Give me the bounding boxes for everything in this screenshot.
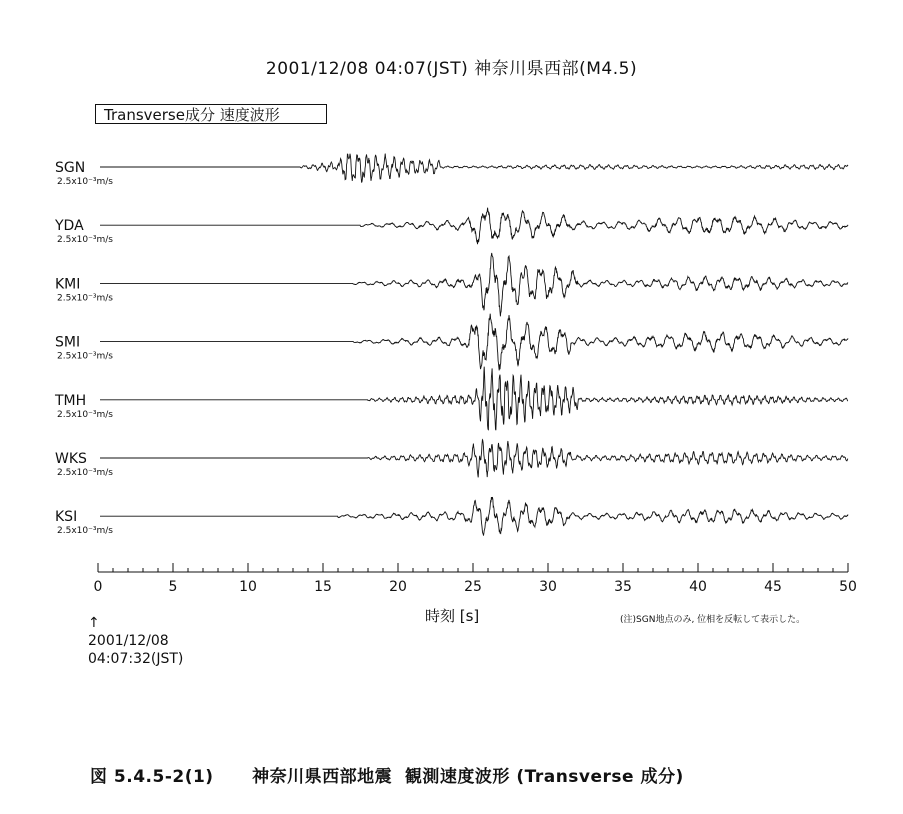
x-tick-label: 0: [93, 579, 103, 595]
x-tick-label: 20: [389, 579, 407, 595]
x-tick-label: 35: [614, 579, 632, 595]
x-axis-label: 時刻 [s]: [425, 607, 480, 625]
x-tick-label: 15: [314, 579, 332, 595]
waveform-tmh: [100, 367, 848, 431]
trace-label: SGN: [55, 160, 86, 176]
trace-label: WKS: [55, 451, 87, 467]
start-time-annotation: [88, 614, 183, 668]
component-label-box: Transverse成分 速度波形: [95, 104, 327, 124]
figure-caption: 図 5.4.5-2(1) 神奈川県西部地震 観測速度波形 (Transverse 成分): [90, 767, 684, 787]
x-tick-label: 45: [764, 579, 782, 595]
x-tick-label: 50: [839, 579, 857, 595]
trace-label: TMH: [55, 392, 87, 409]
trace-label: YDA: [55, 218, 84, 235]
waveform-ksi: [100, 497, 848, 536]
phase-note: (注)SGN地点のみ, 位相を反転して表示した。: [620, 615, 806, 625]
x-tick-label: 5: [168, 579, 178, 595]
trace-scale-label: 2.5x10⁻³m/s: [57, 293, 113, 304]
trace-scale-label: 2.5x10⁻³m/s: [57, 468, 113, 478]
x-tick-label: 30: [539, 579, 557, 595]
waveform-yda: [100, 208, 848, 245]
chart-title: 2001/12/08 04:07(JST) 神奈川県西部(M4.5): [265, 59, 638, 79]
x-tick-label: 10: [239, 579, 257, 595]
x-tick-label: 25: [464, 579, 482, 595]
trace-scale-label: 2.5x10⁻³m/s: [57, 351, 113, 362]
waveform-kmi: [100, 253, 848, 316]
trace-scale-label: 2.5x10⁻³m/s: [57, 235, 113, 246]
waveform-wks: [100, 440, 848, 478]
x-tick-label: 40: [689, 579, 707, 595]
waveform-sgn: [100, 154, 848, 183]
trace-label: KMI: [55, 276, 81, 293]
trace-scale-label: 2.5x10⁻³m/s: [57, 177, 113, 187]
trace-label: KSI: [55, 509, 78, 526]
start-date: 2001/12/08: [88, 633, 169, 649]
trace-scale-label: 2.5x10⁻³m/s: [57, 526, 113, 537]
waveform-smi: [100, 314, 848, 371]
trace-label: SMI: [55, 334, 81, 351]
start-clock: 04:07:32(JST): [88, 651, 184, 667]
trace-scale-label: 2.5x10⁻³m/s: [57, 409, 113, 420]
start-time-arrow: ↑: [88, 615, 100, 631]
